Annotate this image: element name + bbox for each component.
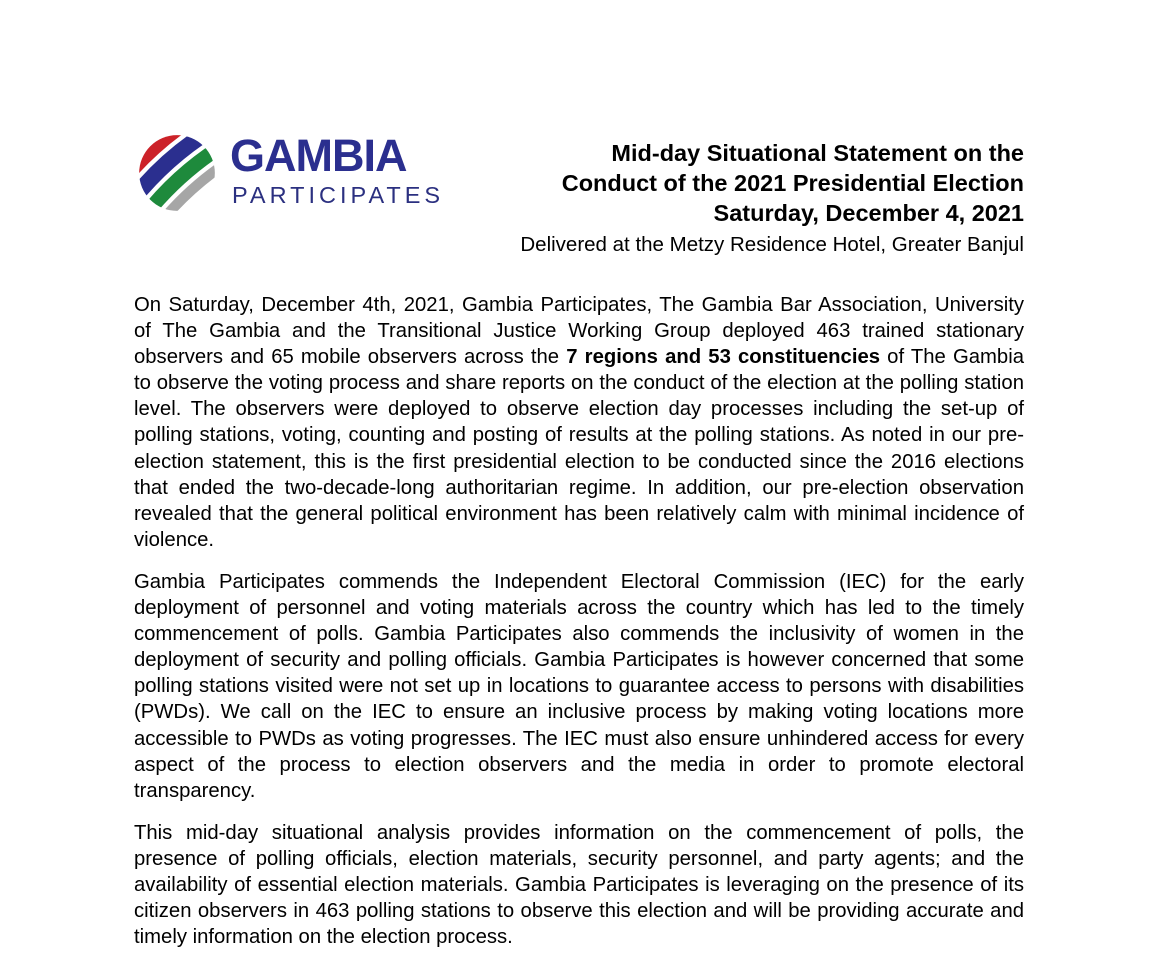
paragraph-3: This mid-day situational analysis provides information on the commencement of polls, the presence of polling officials, election materials, security personnel, and party agents; and the availability of essential election materials. Gambia Participates is leveraging on the presence of its citizen observers in 463 polling stations to observe this election and will be providing accurate and timely information on the election process.	[134, 821, 1024, 949]
title-line-2: Conduct of the 2021 Presidential Election	[561, 170, 1024, 196]
paragraph-1	[134, 292, 1024, 553]
gambia-participates-globe-icon	[134, 130, 220, 216]
title-line-1: Mid-day Situational Statement on the	[611, 140, 1024, 166]
paragraph-1-text-a: On Saturday, December 4th, 2021, Gambia Participates, The Gambia Bar Association, University of The Gambia and the Transitional Justice Working Group deployed 463 trained stationary observers and 65 mobile observers across the	[134, 294, 1024, 369]
paragraph-1-text-b: of The Gambia to observe the voting process and share reports on the conduct of the election at the polling station level. The observers were deployed to observe election day processes including the set-up of polling stations, voting, counting and posting of results at the polling stations. As noted in our pre-election statement, this is the first presidential election to be conducted since the 2016 elections that ended the two-decade-long authoritarian regime. In addition, our pre-election observation revealed that the general political environment has been relatively calm with minimal incidence of violence.	[134, 346, 1025, 551]
document-body	[134, 292, 1024, 950]
organization-logo	[134, 126, 444, 216]
title-line-3: Saturday, December 4, 2021	[713, 200, 1024, 226]
paragraph-2: Gambia Participates commends the Independent Electoral Commission (IEC) for the early deployment of personnel and voting materials across the country which has led to the timely commencement of polls. Gambia Participates also commends the inclusivity of women in the deployment of security and polling officials. Gambia Participates is however concerned that some polling stations visited were not set up in locations to guarantee access to persons with disabilities (PWDs). We call on the IEC to ensure an inclusive process by making voting locations more accessible to PWDs as voting progresses. The IEC must also ensure unhindered access for every aspect of the process to election observers and the media in order to promote electoral transparency.	[134, 570, 1024, 802]
organization-wordmark	[230, 130, 445, 210]
paragraph-1-emphasis: 7 regions and 53 constituencies	[566, 346, 881, 369]
document-header	[134, 126, 1024, 259]
wordmark-secondary: PARTICIPATES	[232, 182, 445, 209]
document-title-block	[444, 126, 1024, 259]
title-subtitle: Delivered at the Metzy Residence Hotel, Greater Banjul	[520, 233, 1024, 256]
wordmark-primary: GAMBIA	[230, 130, 407, 182]
